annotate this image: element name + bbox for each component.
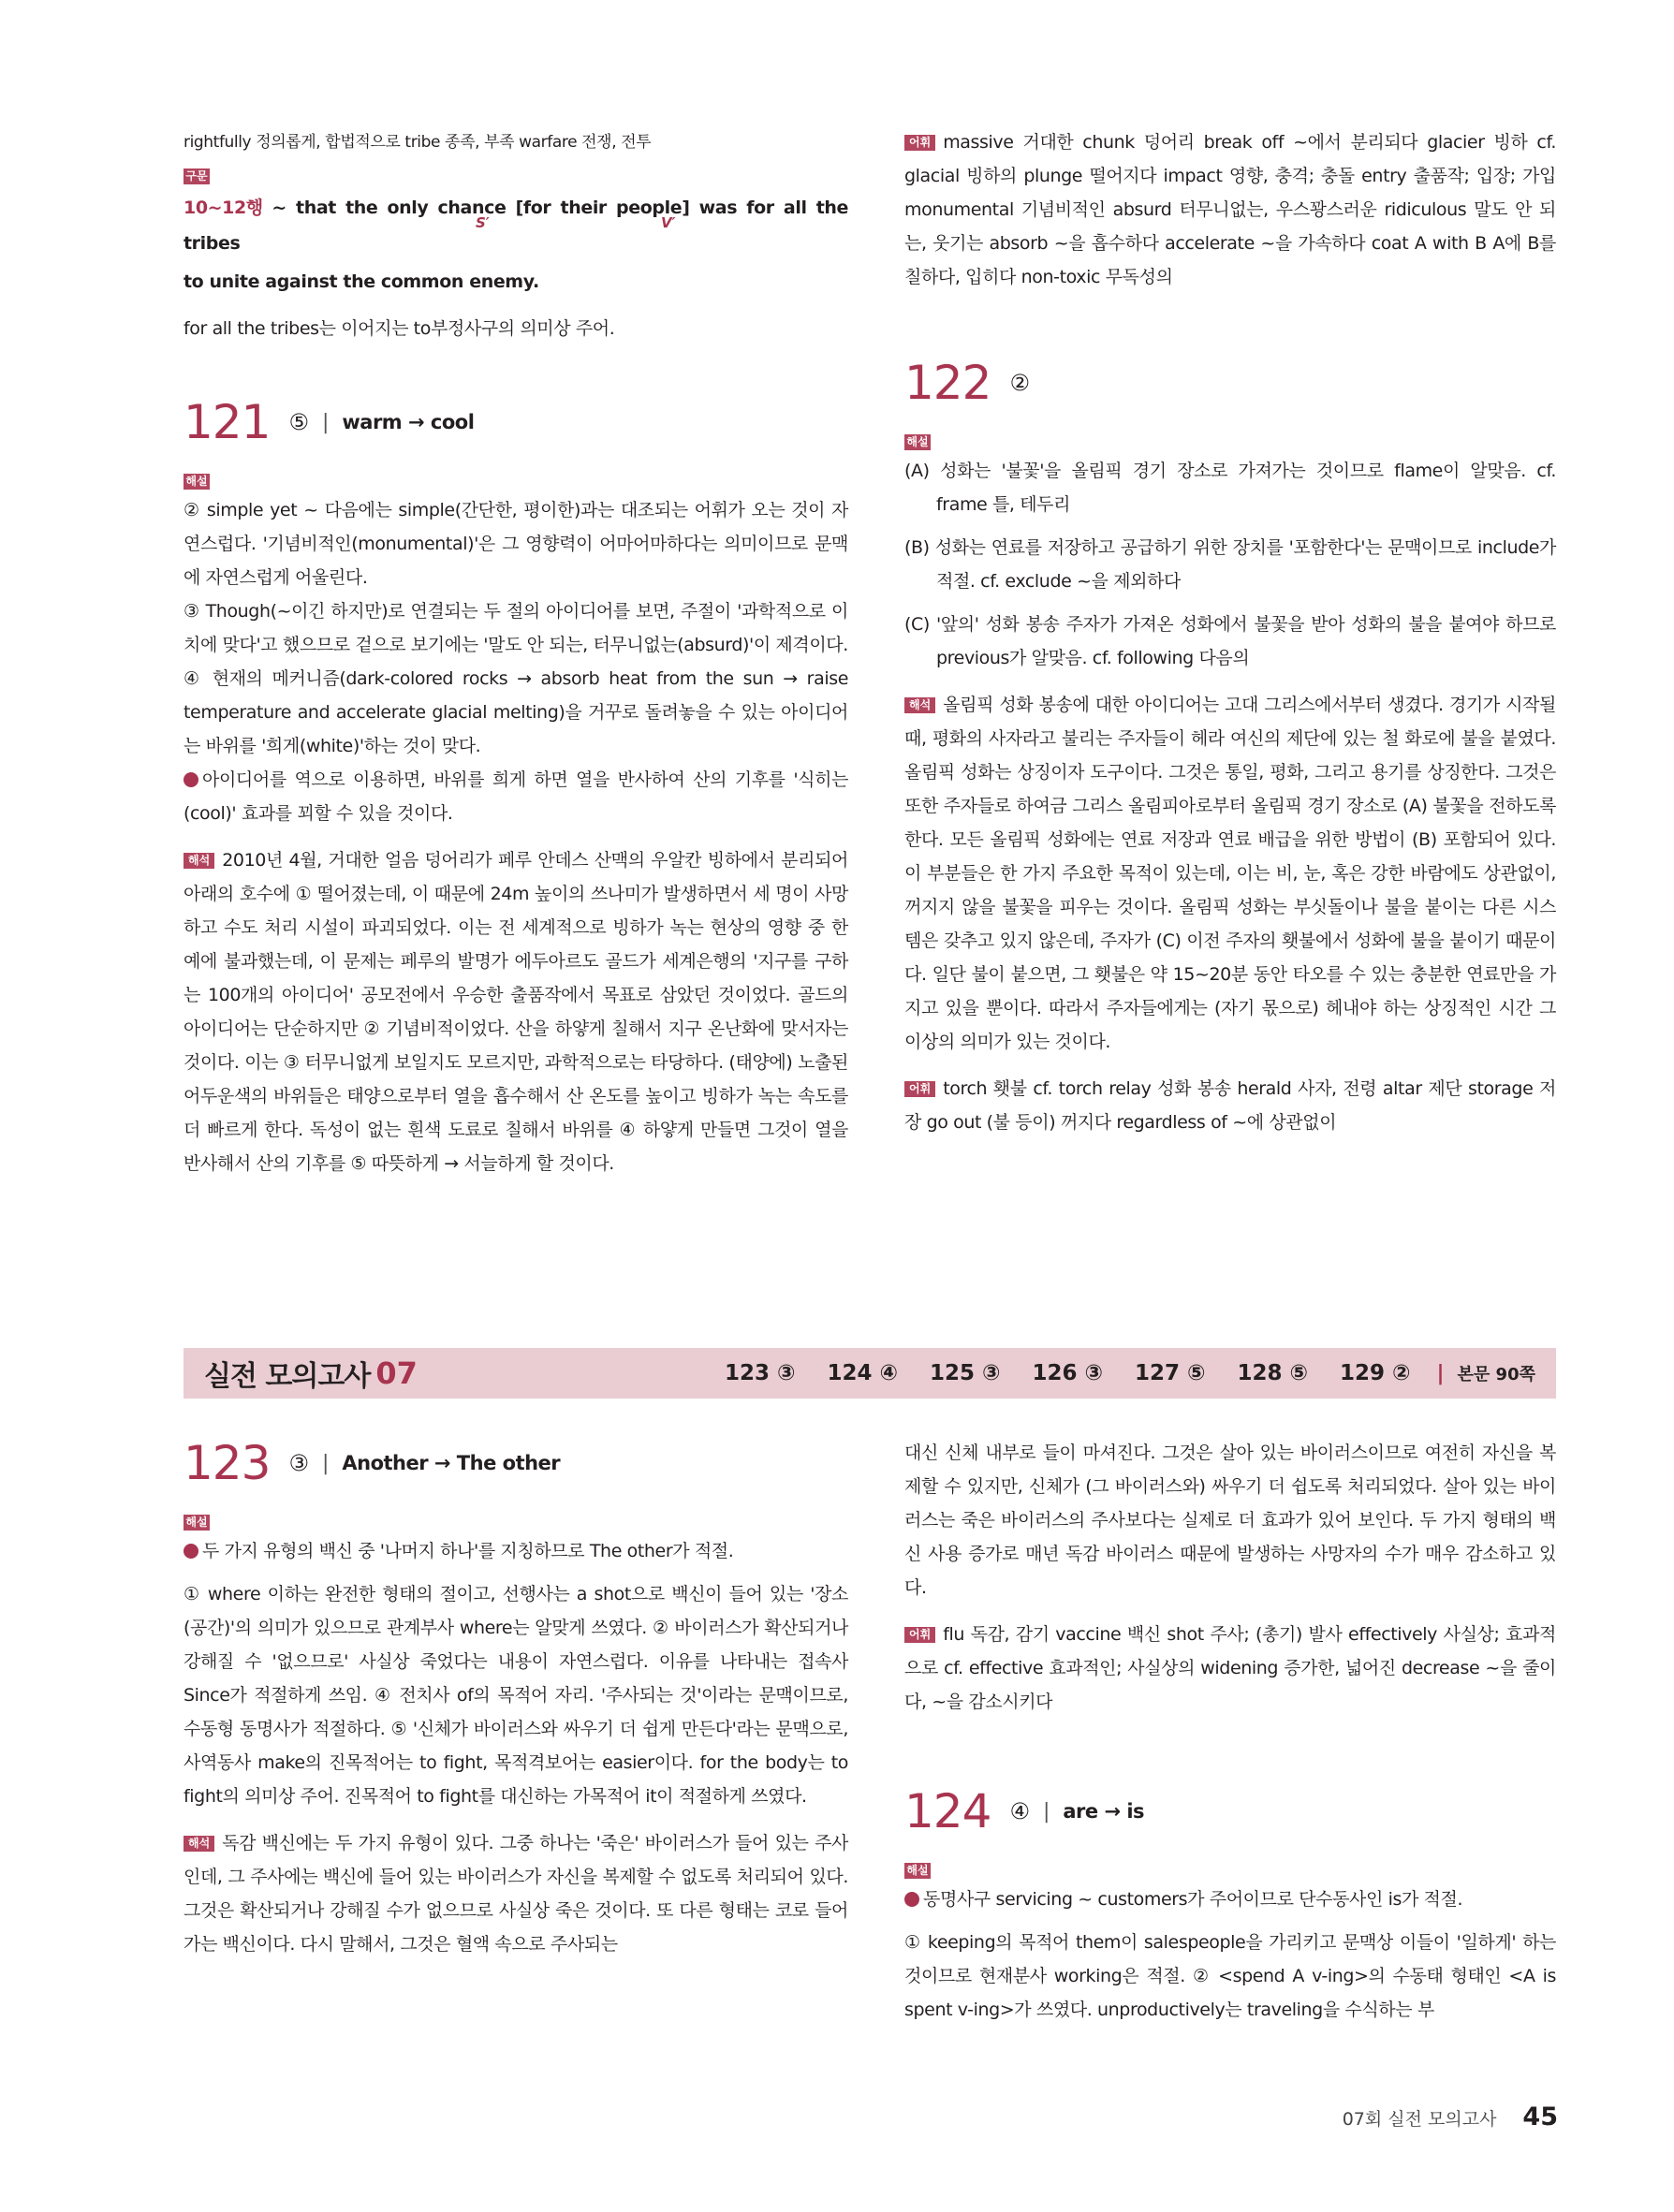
q123-answer: ③ (288, 1450, 309, 1476)
q124-sep: | (1042, 1799, 1050, 1824)
q121-p3: ④ 현재의 메커니즘(dark-colored rocks → absorb heat from the sun → raise temperature and accelerate glacial melting)을 거꾸로 돌려놓을 수 있는 아이디어는 바위를 '희게(white)'하는 것이 맞다. (184, 668, 848, 756)
answer-key-item: 127 ⑤ (1134, 1361, 1206, 1385)
q122-vocab-wrap (904, 1072, 1556, 1139)
answer-key-item: 124 ④ (827, 1361, 898, 1385)
verb-mark: V′ (661, 214, 676, 231)
q121-p1: ② simple yet ~ 다음에는 simple(간단한, 평이한)과는 대조되는 어휘가 오는 것이 자연스럽다. '기념비적인(monumental)'은 그 영향력이 어마어마하다는 의미이므로 문맥에 자연스럽게 어울린다. (184, 500, 848, 588)
q122-a: (A) 성화는 '불꽃'을 올림픽 경기 장소로 가져가는 것이므로 flame이 알맞음. cf. frame 틀, 테두리 (904, 461, 1556, 515)
highlight-dot-icon (904, 1892, 919, 1907)
q122-vocab-tag: 어휘 (904, 1081, 935, 1097)
q123-continuation (904, 1436, 1556, 1719)
q123-translation-2: 대신 신체 내부로 들이 마셔진다. 그것은 살아 있는 바이러스이므로 여전히 자신을 복제할 수 있지만, 신체가 (그 바이러스와) 싸우기 더 쉽도록 처리되었다. 살아 있는 바이러스는 죽은 바이러스의 주사보다는 실제로 더 효과가 있어 보인다. 두 가지 형태의 백신 사용 증가로 매년 독감 바이러스 때문에 발생하는 사망자의 수가 매우 감소하고 있다. (904, 1443, 1556, 1598)
q121-solution-tag: 해설 (184, 474, 210, 490)
q123-vocab: flu 독감, 감기 vaccine 백신 shot 주사; (총기) 발사 effectively 사실상; 효과적으로 cf. effective 효과적인; 사실상의 widening 증가한, 넓어진 decrease ~을 줄이다, ~을 감소시키다 (904, 1624, 1556, 1712)
banner-sep: | (1436, 1361, 1445, 1385)
q123-solution-tag: 해설 (184, 1515, 210, 1531)
q121-p2: ③ Though(~이긴 하지만)로 연결되는 두 절의 아이디어를 보면, 주절이 '과학적으로 이치에 맞다'고 했으므로 겉으로 보기에는 '말도 안 되는, 터무니없는(absurd)'이 제격이다. (184, 601, 848, 655)
vocab121-section (904, 125, 1556, 294)
syntax-note: for all the tribes는 이어지는 to부정사구의 의미상 주어. (184, 318, 615, 339)
q123-translation-tag: 해석 (184, 1836, 214, 1852)
q121-header (184, 395, 474, 449)
vocab121-wrap (904, 125, 1556, 294)
vocab121-tag: 어휘 (904, 135, 935, 151)
q121-sep: | (321, 410, 330, 434)
answer-key-item: 123 ③ (724, 1361, 796, 1385)
answer-key-item: 129 ② (1339, 1361, 1411, 1385)
q122-answer: ② (1009, 370, 1030, 396)
test-banner (184, 1348, 1556, 1399)
prev-question-section (184, 125, 848, 345)
q123-fix: Another → The other (342, 1452, 561, 1474)
page-number: 45 (1522, 2102, 1558, 2131)
q122-translation: 올림픽 성화 봉송에 대한 아이디어는 고대 그리스에서부터 생겼다. 경기가 시작될 때, 평화의 사자라고 불리는 주자들이 헤라 여신의 제단에 있는 철 화로에 불을 붙였다. 올림픽 성화는 상징이자 도구이다. 그것은 통일, 평화, 그리고 용기를 상징한다. 그것은 또한 주자들로 하여금 그리스 올림피아로부터 올림픽 경기 장소로 (A) 불꽃을 전하도록 한다. 모든 올림픽 성화에는 연료 저장과 연료 배급을 위한 방법이 (B) 포함되어 있다. 이 부분들은 한 가지 주요한 목적이 있는데, 이는 비, 눈, 혹은 강한 바람에도 상관없이, 꺼지지 않을 불꽃을 피우는 것이다. 올림픽 성화는 부싯돌이나 불을 붙이는 다른 시스템은 갖추고 있지 않은데, 주자가 (C) 이전 주자의 횃불에서 성화에 불을 붙이기 때문이다. 일단 불이 붙으면, 그 횃불은 약 15~20분 동안 타오를 수 있는 충분한 연료만을 가지고 있을 뿐이다. 따라서 주자들에게는 (자기 몫으로) 헤내야 하는 상징적인 시간 그 이상의 의미가 있는 것이다. (904, 695, 1556, 1052)
q122-header (904, 356, 1030, 410)
q124-fix: are → is (1063, 1800, 1145, 1823)
q124-solution-tag: 해설 (904, 1863, 931, 1879)
banner-title: 실전 모의고사 (204, 1360, 371, 1393)
highlight-dot-icon (184, 1544, 198, 1559)
answer-key (693, 1361, 1556, 1385)
q121-body (184, 474, 848, 1180)
syntax-sentence (184, 190, 848, 261)
q124-body (904, 1863, 1556, 2027)
prev-vocab: rightfully 정의롭게, 합법적으로 tribe 종족, 부족 warfare 전쟁, 전투 (184, 133, 652, 152)
q121-translation: 2010년 4월, 거대한 얼음 덩어리가 페루 안데스 산맥의 우알칸 빙하에서 분리되어 아래의 호수에 ① 떨어졌는데, 이 때문에 24m 높이의 쓰나미가 발생하면서 세 명이 사망하고 수도 처리 시설이 파괴되었다. 이는 전 세계적으로 빙하가 녹는 현상의 영향 중 한 예에 불과했는데, 이 문제는 페루의 발명가 에두아르도 골드가 세계은행의 '지구를 구하는 100개의 아이디어' 공모전에서 우승한 출품작에서 목표로 삼았던 것이었다. 골드의 아이디어는 단순하지만 ② 기념비적이었다. 산을 하얗게 칠해서 지구 온난화에 맞서자는 것이다. 이는 ③ 터무니없게 보일지도 모르지만, 과학적으로는 타당하다. (태양에) 노출된 어두운색의 바위들은 태양으로부터 열을 흡수해서 산 온도를 높이고 빙하가 녹는 속도를 더 빠르게 한다. 독성이 없는 흰색 도료로 칠해서 바위를 ④ 하얗게 만들면 그것이 열을 반사해서 산의 기후를 ⑤ 따뜻하게 → 서늘하게 할 것이다. (184, 850, 848, 1174)
q123-header (184, 1436, 560, 1490)
q121-fix: warm → cool (342, 411, 475, 433)
q123-translation-1: 독감 백신에는 두 가지 유형이 있다. 그중 하나는 '죽은' 바이러스가 들어 있는 주사인데, 그 주사에는 백신에 들어 있는 바이러스가 자신을 복제할 수 없도록 처리되어 있다. 그것은 확산되거나 강해질 수가 없으므로 사실상 죽은 것이다. 또 다른 형태는 코로 들어가는 백신이다. 다시 말해서, 그것은 혈액 속으로 주사되는 (184, 1833, 848, 1955)
q124-header (904, 1784, 1144, 1838)
q124-number: 124 (904, 1784, 991, 1838)
q123-body (184, 1515, 848, 1961)
q121-translation-tag: 해석 (184, 853, 214, 869)
line-ref: 10~12행 (184, 198, 263, 218)
subject-mark: S′ (476, 214, 490, 231)
q121-number: 121 (184, 395, 271, 449)
q122-vocab: torch 횃불 cf. torch relay 성화 봉송 herald 사자, 전령 altar 제단 storage 저장 go out (불 등이) 꺼지다 regardless of ~에 상관없이 (904, 1078, 1556, 1133)
q123-translation-wrap (184, 1826, 848, 1961)
q123-sep: | (321, 1451, 330, 1475)
syntax-line-2: to unite against the common enemy. (184, 271, 539, 292)
footer-label: 07회 실전 모의고사 (1342, 2109, 1497, 2130)
highlight-dot-icon (184, 772, 198, 787)
q122-solution-tag: 해설 (904, 434, 931, 450)
q124-answer: ④ (1009, 1798, 1030, 1824)
syntax-line-1: ~ that the only chance [for their people] was for all the tribes (184, 198, 848, 254)
q123-p1-wrap (184, 1534, 848, 1568)
q121-translation-wrap (184, 843, 848, 1180)
q124-p1: 동명사구 servicing ~ customers가 주어이므로 단수동사인 is가 적절. (923, 1889, 1463, 1910)
answer-key-item: 128 ⑤ (1237, 1361, 1308, 1385)
q123-vocab-tag: 어휘 (904, 1627, 935, 1643)
banner-page-ref: 본문 90쪽 (1457, 1365, 1535, 1384)
q121-p4-wrap (184, 763, 848, 830)
q122-translation-tag: 해석 (904, 697, 935, 713)
q121-answer: ⑤ (288, 409, 309, 435)
answer-key-item: 126 ③ (1032, 1361, 1103, 1385)
q122-body (904, 434, 1556, 1139)
syntax-tag: 구문 (184, 168, 210, 184)
vocab121-text: massive 거대한 chunk 덩어리 break off ~에서 분리되다 glacier 빙하 cf. glacial 빙하의 plunge 떨어지다 impact 영향, 충격; 충돌 entry 출품작; 입장; 가입 monumental 기념비적인 absurd 터무니없는, 우스꽝스러운 ridiculous 말도 안 되는, 웃기는 absorb ~을 흡수하다 accelerate ~을 가속하다 coat A with B A에 B를 칠하다, 입히다 non-toxic 무독성의 (904, 132, 1556, 287)
q123-p1: 두 가지 유형의 백신 중 '나머지 하나'를 지칭하므로 The other가 적절. (202, 1541, 734, 1561)
q123-p2: ① where 이하는 완전한 형태의 절이고, 선행사는 a shot으로 백신이 들어 있는 '장소(공간)'의 의미가 있으므로 관계부사 where는 알맞게 쓰였다. ② 바이러스가 확산되거나 강해질 수 '없으므로' 사실상 죽었다는 내용이 자연스럽다. 이유를 나타내는 접속사 Since가 적절하게 쓰임. ④ 전치사 of의 목적어 자리. '주사되는 것'이라는 문맥이므로, 수동형 동명사가 적절하다. ⑤ '신체가 바이러스와 싸우기 더 쉽게 만든다'라는 문맥으로, 사역동사 make의 진목적어는 to fight, 목적격보어는 easier이다. for the body는 to fight의 의미상 주어. 진목적어 to fight를 대신하는 가목적어 it이 적절하게 쓰였다. (184, 1584, 848, 1807)
q122-c: (C) '앞의' 성화 봉송 주자가 가져온 성화에서 불꽃을 받아 성화의 불을 붙여야 하므로 previous가 알맞음. cf. following 다음의 (904, 614, 1556, 668)
q123-number: 123 (184, 1436, 271, 1490)
page-footer (1343, 2102, 1558, 2131)
q122-number: 122 (904, 356, 991, 410)
banner-number: 07 (375, 1355, 418, 1391)
q124-p2: ① keeping의 목적어 them이 salespeople을 가리키고 문맥상 이들이 '일하게' 하는 것이므로 현재분사 working은 적절. ② <spend A v-ing>의 수동태 형태인 <A is spent v-ing>가 쓰였다. unproductively는 traveling을 수식하는 부 (904, 1932, 1556, 2020)
q124-p1-wrap (904, 1882, 1556, 1916)
q123-vocab-wrap (904, 1618, 1556, 1719)
answer-key-item: 125 ③ (929, 1361, 1001, 1385)
q122-translation-wrap (904, 688, 1556, 1059)
q121-p4: 아이디어를 역으로 이용하면, 바위를 희게 하면 열을 반사하여 산의 기후를 '식히는(cool)' 효과를 꾀할 수 있을 것이다. (184, 769, 848, 824)
q122-b: (B) 성화는 연료를 저장하고 공급하기 위한 장치를 '포함한다'는 문맥이므로 include가 적절. cf. exclude ~을 제외하다 (904, 537, 1556, 592)
